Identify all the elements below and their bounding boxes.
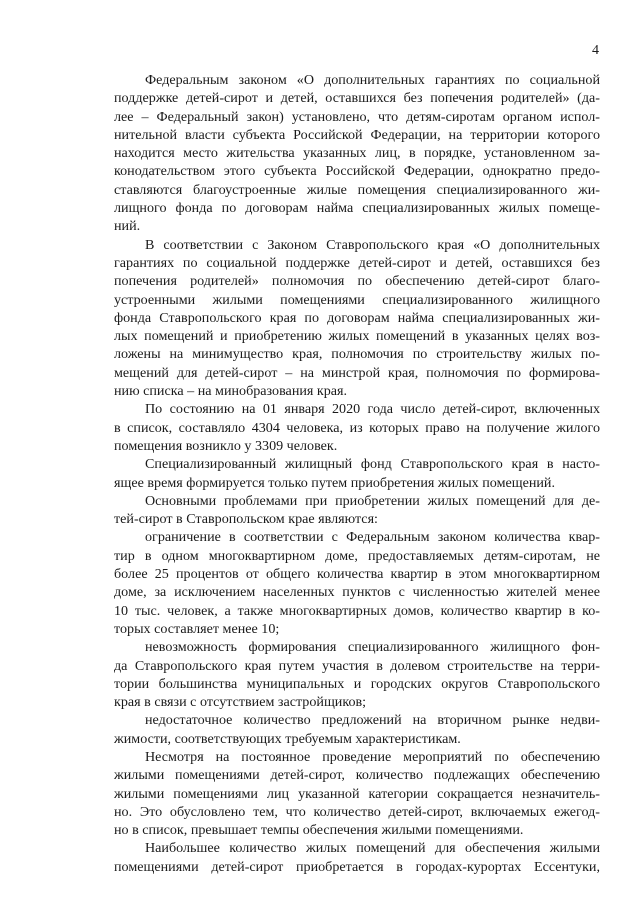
text-line: но в список, превышает темпы обеспечения жилыми помещениями. bbox=[114, 822, 524, 839]
text-line: помещениями детей-сирот приобретается в городах-курортах Ессентуки, bbox=[114, 858, 600, 875]
text-line: ставляются благоустроенные жилые помещения специализированного жи- bbox=[114, 181, 600, 198]
text-line: устроенными жилыми помещениями специализированного жилищного bbox=[114, 291, 600, 308]
text-line: доме, за исключением населенных пунктов с численностью жителей менее bbox=[114, 584, 600, 601]
paragraph-largest-quantity bbox=[114, 839, 600, 876]
text-line: гарантиях по социальной поддержке детей-сирот и детей, оставшихся без bbox=[114, 254, 600, 271]
text-line: находится место жительства указанных лиц, в порядке, установленном за- bbox=[114, 145, 600, 162]
paragraph-housing-fund bbox=[114, 455, 600, 492]
paragraph-problem-market bbox=[114, 711, 600, 748]
text-line: невозможность формирования специализированного жилищного фон- bbox=[145, 639, 600, 656]
text-line: жилыми помещениями лиц указанной категории сокращается незначитель- bbox=[114, 785, 600, 802]
paragraph-statistics bbox=[114, 400, 600, 455]
text-line: лых помещений и приобретению жилых помещений в указанных целях воз- bbox=[114, 328, 600, 345]
text-line: да Ставропольского края путем участия в долевом строительстве на терри- bbox=[114, 657, 600, 674]
text-line: лищного фонда по договорам найма специализированных жилых помеще- bbox=[114, 200, 600, 217]
paragraph-regional-law bbox=[114, 236, 600, 401]
text-line: Наибольшее количество жилых помещений для обеспечения жилыми bbox=[145, 840, 600, 857]
document-body bbox=[114, 71, 600, 876]
text-line: поддержке детей-сирот и детей, оставшихся без попечения родителей» (да- bbox=[114, 90, 600, 107]
page-number: 4 bbox=[592, 43, 599, 58]
text-line: более 25 процентов от общего количества квартир в этом многоквартирном bbox=[114, 566, 600, 583]
text-line: тей-сирот в Ставропольском крае являются: bbox=[114, 511, 378, 528]
text-line: Несмотря на постоянное проведение мероприятий по обеспечению bbox=[145, 748, 600, 765]
paragraph-despite-measures bbox=[114, 748, 600, 839]
text-line: ложены на минимущество края, полномочия по строительству жилых по- bbox=[114, 346, 600, 363]
text-line: помещения возникло у 3309 человек. bbox=[114, 437, 338, 454]
text-line: жилыми помещениями детей-сирот, количество подлежащих обеспечению bbox=[114, 767, 600, 784]
text-line: в список, составляло 4304 человека, из которых право на получение жилого bbox=[114, 419, 600, 436]
paragraph-federal-law bbox=[114, 71, 600, 236]
text-line: нию списка – на минобразования края. bbox=[114, 383, 348, 400]
text-line: Специализированный жилищный фонд Ставропольского края в насто- bbox=[145, 456, 600, 473]
text-line: торых составляет менее 10; bbox=[114, 620, 280, 637]
text-line: тир в одном многоквартирном доме, предоставляемых детям-сиротам, не bbox=[114, 547, 600, 564]
text-line: края в связи с отсутствием застройщиков; bbox=[114, 694, 367, 711]
text-line: мещений для детей-сирот – на минстрой края, полномочия по формирова- bbox=[114, 364, 600, 381]
text-line: ний. bbox=[114, 218, 141, 235]
text-line: лее – Федеральный закон) установлено, что детям-сиротам органом испол- bbox=[114, 108, 600, 125]
text-line: фонда Ставропольского края по договорам найма специализированных жи- bbox=[114, 309, 600, 326]
text-line: По состоянию на 01 января 2020 года число детей-сирот, включенных bbox=[145, 401, 600, 418]
paragraph-main-problems bbox=[114, 492, 600, 529]
text-line: В соответствии с Законом Ставропольского края «О дополнительных bbox=[145, 236, 600, 253]
text-line: недостаточное количество предложений на вторичном рынке недви- bbox=[145, 712, 600, 729]
text-line: Федеральным законом «О дополнительных гарантиях по социальной bbox=[145, 72, 600, 88]
text-line: 10 тыс. человек, а также многоквартирных домов, количество квартир в ко- bbox=[114, 602, 600, 619]
text-line: ограничение в соответствии с Федеральным законом количества квар- bbox=[145, 529, 600, 546]
text-line: но. Это обусловлено тем, что количество детей-сирот, включаемых ежегод- bbox=[114, 803, 600, 820]
text-line: Основными проблемами при приобретении жилых помещений для де- bbox=[145, 492, 600, 509]
paragraph-problem-limit bbox=[114, 528, 600, 638]
text-line: ящее время формируется только путем приобретения жилых помещений. bbox=[114, 474, 556, 491]
text-line: тории большинства муниципальных и городских округов Ставропольского bbox=[114, 675, 600, 692]
text-line: конодательством этого субъекта Российской Федерации, однократно предо- bbox=[114, 163, 600, 180]
paragraph-problem-construction bbox=[114, 638, 600, 711]
text-line: нительной власти субъекта Российской Федерации, на территории которого bbox=[114, 126, 600, 143]
text-line: попечения родителей» полномочия по обеспечению детей-сирот благо- bbox=[114, 273, 600, 290]
text-line: жимости, соответствующих требуемым характеристикам. bbox=[114, 730, 461, 747]
